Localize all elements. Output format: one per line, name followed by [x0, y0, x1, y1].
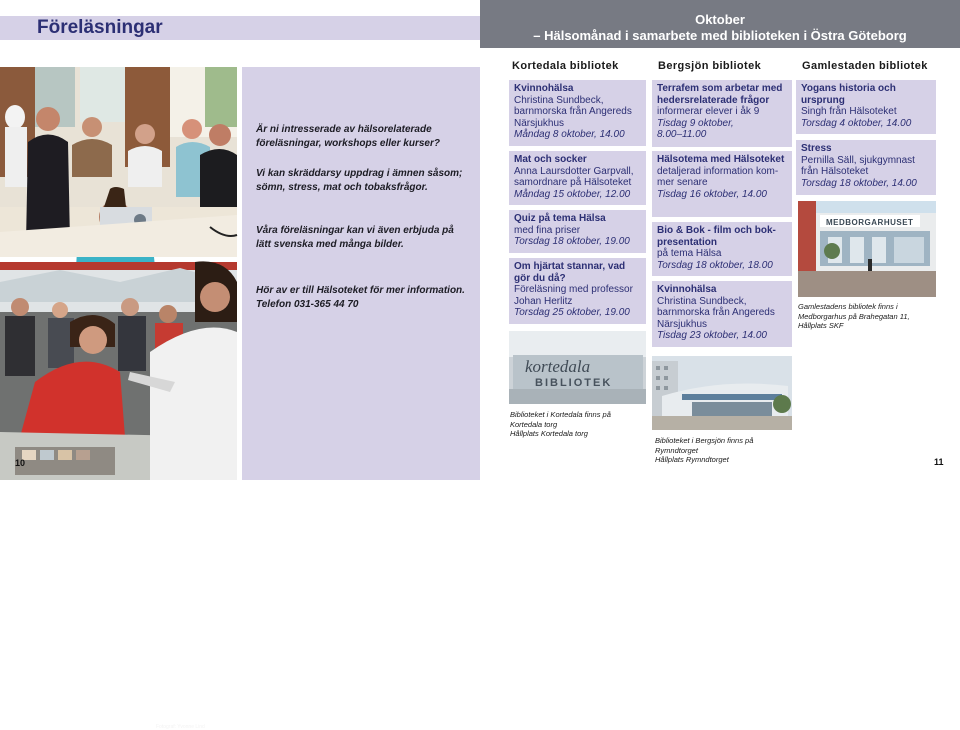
event-text: samordnare på Hälsoteket — [514, 177, 632, 189]
event-text: Närsjukhus — [657, 318, 708, 330]
event-card — [652, 80, 792, 147]
event-text: med fina priser — [514, 224, 581, 236]
intro-paragraph-4: Hör av er till Hälsoteket för mer information. Telefon 031-365 44 70 — [256, 285, 465, 311]
event-date: Måndag 15 oktober, 12.00 — [514, 188, 631, 200]
event-card — [796, 80, 936, 134]
event-card — [796, 140, 936, 195]
photo-group-women — [0, 67, 237, 257]
photo-bergsjon-library — [652, 356, 792, 430]
event-card — [652, 281, 792, 347]
event-date: Torsdag 18 oktober, 14.00 — [801, 177, 917, 189]
kortedala-sign-subtext: BIBLIOTEK — [535, 377, 613, 389]
photo-kortedala-library — [509, 331, 646, 404]
page-title: Föreläsningar — [37, 17, 163, 38]
event-date: Torsdag 18 oktober, 19.00 — [514, 236, 630, 248]
caption-line: Hållplats Rymndtorget — [655, 455, 729, 464]
event-text: på tema Hälsa — [657, 248, 722, 260]
left-header-band — [0, 16, 480, 40]
caption-line: Gamlestadens bibliotek finns i — [798, 302, 898, 311]
bergsjon-building-graphic — [652, 356, 792, 430]
caption-line: Biblioteket i Kortedala finns på — [510, 410, 611, 419]
event-date: Måndag 8 oktober, 14.00 — [514, 129, 625, 141]
event-text: Föreläsning med professor — [514, 284, 633, 296]
event-text: detaljerad information kom- — [657, 165, 779, 177]
photo-credit: Fotograf: Yvonne Lind — [156, 724, 205, 730]
event-card — [509, 258, 646, 324]
event-text: informerar elever i åk 9 — [657, 106, 760, 118]
intro-paragraph-1: Är ni intresserade av hälsorelaterade föreläsningar, workshops eller kurser? — [256, 124, 440, 150]
event-card — [509, 80, 646, 146]
intro-paragraph-2: Vi kan skräddarsy uppdrag i ämnen såsom; sömn, stress, mat och tobaksfrågor. — [256, 168, 463, 194]
column-heading-gamlestaden: Gamlestaden bibliotek — [802, 60, 928, 72]
event-text: Närsjukhus — [514, 117, 565, 129]
photo-group-women-graphic — [0, 67, 237, 257]
event-title: Om hjärtat stannar, vad gör du då? — [514, 261, 626, 284]
event-title: Kvinnohälsa — [657, 284, 717, 295]
caption-line: Rymndtorget — [655, 445, 698, 455]
event-date: Tisdag 16 oktober, 14.00 — [657, 188, 767, 200]
intro-paragraph-3: Våra föreläsningar kan vi även erbjuda på lätt svenska med många bilder. — [256, 225, 454, 251]
right-header-band — [480, 0, 960, 48]
right-page — [480, 0, 960, 480]
event-date: Tisdag 23 oktober, 14.00 — [657, 330, 767, 342]
photo-info-table-graphic — [0, 262, 237, 480]
event-card — [652, 222, 792, 276]
event-card — [652, 151, 792, 217]
event-text: Christina Sundbeck, — [514, 94, 604, 106]
month-title: Oktober — [695, 12, 745, 27]
caption-line: Hållplats Kortedala torg — [510, 429, 588, 438]
event-text: barnmorska från Angereds — [657, 307, 775, 319]
gamlestaden-building-graphic — [798, 201, 936, 297]
event-text: Johan Herlitz — [514, 295, 573, 307]
event-title: Kvinnohälsa — [514, 83, 574, 94]
column-heading-bergsjon: Bergsjön bibliotek — [658, 60, 762, 72]
page-number-left: 10 — [15, 458, 26, 468]
caption-line: Biblioteket i Bergsjön finns på — [655, 436, 754, 445]
event-text: barnmorska från Angereds — [514, 106, 632, 118]
photo-gamlestaden-library — [798, 201, 936, 297]
event-text: från Hälsoteket — [801, 166, 869, 178]
event-date: Torsdag 18 oktober, 18.00 — [657, 259, 773, 271]
medborgarhuset-sign-text: MEDBORGARHUSET — [826, 218, 914, 227]
event-text: Singh från Hälsoteket — [801, 106, 897, 118]
kortedala-sign-graphic — [509, 331, 646, 404]
column-heading-kortedala: Kortedala bibliotek — [512, 60, 619, 72]
event-title: Quiz på tema Hälsa — [514, 213, 606, 224]
event-text: Christina Sundbeck, — [657, 295, 747, 307]
event-title: Terrafem som arbetar med hedersrelaterade frågor — [657, 83, 783, 106]
month-subtitle: – Hälsomånad i samarbete med biblioteken i Östra Göteborg — [533, 28, 907, 43]
event-card — [509, 151, 646, 205]
caption-kortedala — [510, 410, 650, 439]
event-title: Stress — [801, 143, 832, 154]
page-number-right: 11 — [934, 457, 944, 467]
event-text: Anna Laursdotter Garpvall, — [514, 165, 634, 177]
event-date: Torsdag 25 oktober, 19.00 — [514, 307, 630, 319]
event-text: Pernilla Säll, sjukgymnast — [801, 154, 915, 166]
caption-line: Medborgarhus på Brahegatan 11, — [798, 311, 910, 321]
event-card — [509, 210, 646, 253]
intro-panel — [242, 67, 480, 480]
event-title: Bio & Bok - film och bok-presentation — [657, 225, 776, 248]
event-date: Torsdag 4 oktober, 14.00 — [801, 117, 912, 129]
caption-gamlestaden — [798, 302, 948, 331]
kortedala-sign-text: kortedala — [525, 357, 591, 376]
event-title: Mat och socker — [514, 154, 587, 165]
caption-line: Hållplats SKF — [798, 321, 844, 330]
photo-info-table — [0, 262, 237, 730]
event-title: Hälsotema med Hälsoteket — [657, 154, 785, 165]
event-text: mer senare — [657, 177, 708, 189]
event-date: Tisdag 9 oktober, — [657, 117, 734, 129]
caption-bergsjon — [655, 436, 795, 465]
caption-line: Kortedala torg — [510, 419, 558, 429]
event-title: Yogans historia och ursprung — [801, 83, 896, 106]
event-time: 8.00–11.00 — [657, 129, 707, 141]
